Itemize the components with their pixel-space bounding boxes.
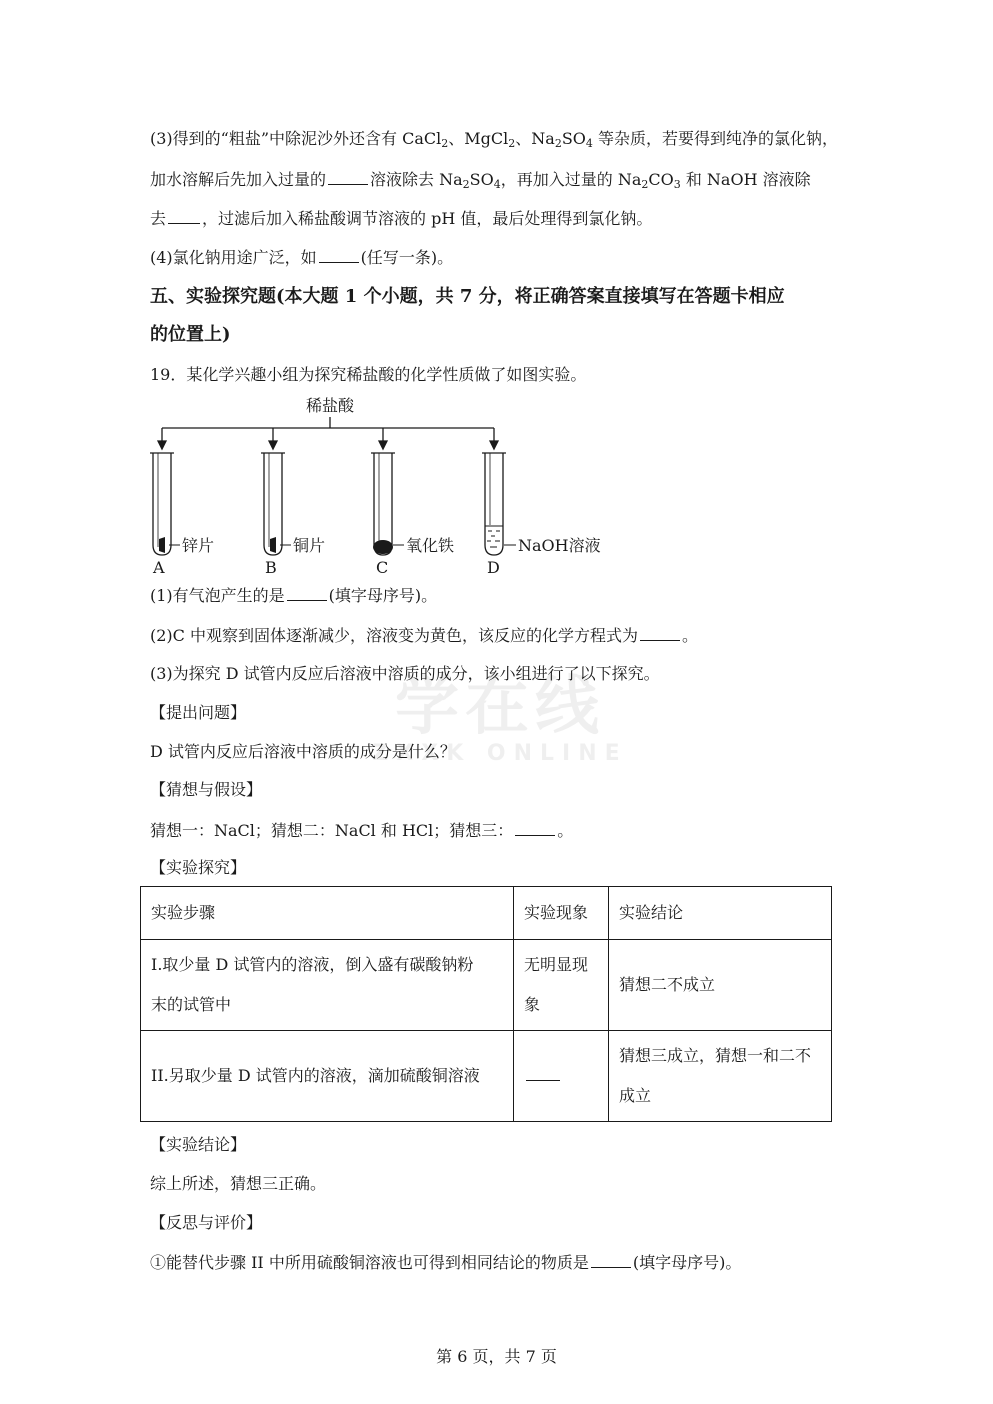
text: ，再加入过量的 Na <box>500 170 642 189</box>
q18-part3-line3 <box>150 207 652 230</box>
answer-blank[interactable] <box>287 584 327 601</box>
text: (3)得到的“粗盐”中除泥沙外还含有 CaCl <box>150 129 442 148</box>
test-tube-diagram <box>150 395 620 575</box>
answer-blank[interactable] <box>319 246 359 263</box>
subscript: 2 <box>508 137 516 150</box>
answer-blank[interactable] <box>526 1064 560 1081</box>
row2-concl-line2: 成立 <box>619 1086 652 1105</box>
text: (1)有气泡产生的是 <box>150 586 285 605</box>
heading-explore: 【实验探究】 <box>150 858 247 877</box>
row1-phen-line1: 无明显现 <box>524 955 589 974</box>
subscript: 4 <box>585 137 593 150</box>
subscript: 2 <box>641 178 649 191</box>
test-tube-a <box>150 453 214 575</box>
text: 、MgCl <box>448 129 509 148</box>
row1-step-line2: 末的试管中 <box>151 995 232 1014</box>
section-title-line1: 五、实验探究题(本大题 1 个小题，共 7 分，将正确答案直接填写在答题卡相应 <box>150 286 785 307</box>
heading-conclusion: 【实验结论】 <box>150 1135 247 1154</box>
q18-part4 <box>150 246 453 269</box>
row1-step-line1: I.取少量 D 试管内的溶液，倒入盛有碳酸钠粉 <box>151 955 474 974</box>
answer-blank[interactable] <box>168 207 200 224</box>
section-title-line2: 的位置上) <box>150 324 231 345</box>
row2-concl-line1: 猜想三成立，猜想一和二不 <box>619 1046 812 1065</box>
answer-blank[interactable] <box>328 168 368 185</box>
q18-part3-line1 <box>150 128 838 150</box>
table-header-row <box>141 887 832 940</box>
row1-phen-line2: 象 <box>524 995 541 1014</box>
q19-part2 <box>150 624 698 647</box>
tube-letter-a: A <box>153 558 165 575</box>
iron-oxide-label: 氧化铁 <box>406 536 455 555</box>
text: 猜想一：NaCl；猜想二：NaCl 和 HCl；猜想三： <box>150 821 514 840</box>
header-step: 实验步骤 <box>141 887 514 940</box>
table-row <box>141 1031 832 1122</box>
subscript: 2 <box>554 137 562 150</box>
text: (填字母序号)。 <box>632 1253 742 1272</box>
answer-blank[interactable] <box>515 819 555 836</box>
test-tube-d <box>482 453 601 575</box>
answer-blank[interactable] <box>591 1251 631 1268</box>
q19-part1 <box>150 584 437 607</box>
tube-letter-b: B <box>265 558 277 575</box>
subscript: 3 <box>673 178 681 191</box>
watermark-logo: 学在线 <box>395 670 605 744</box>
subscript: 2 <box>441 137 449 150</box>
text: (4)氯化钠用途广泛，如 <box>150 248 317 267</box>
naoh-label: NaOH溶液 <box>518 536 601 555</box>
hypothesis-line <box>150 819 573 842</box>
row1-conclusion: 猜想二不成立 <box>609 940 832 1031</box>
zinc-label: 锌片 <box>182 536 215 555</box>
text: 去 <box>150 209 167 228</box>
text: 加水溶解后先加入过量的 <box>150 170 327 189</box>
text: 、Na <box>515 129 555 148</box>
row2-step: II.另取少量 D 试管内的溶液，滴加硫酸铜溶液 <box>141 1031 514 1122</box>
row2-conclusion <box>609 1031 832 1122</box>
q19-intro: 19．某化学兴趣小组为探究稀盐酸的化学性质做了如图实验。 <box>150 365 587 384</box>
text: CO <box>648 170 674 189</box>
table-row <box>141 940 832 1031</box>
arrows <box>158 428 498 449</box>
test-tube-b <box>261 453 325 575</box>
header-conclusion: 实验结论 <box>609 887 832 940</box>
subscript: 4 <box>493 178 501 191</box>
tube-letter-c: C <box>376 558 389 575</box>
row1-phenomenon <box>514 940 609 1031</box>
text: ，过滤后加入稀盐酸调节溶液的 pH 值，最后处理得到氯化钠。 <box>202 209 653 228</box>
text: (任写一条)。 <box>360 248 454 267</box>
experiment-table <box>140 886 832 1122</box>
q19-part3: (3)为探究 D 试管内反应后溶液中溶质的成分，该小组进行了以下探究。 <box>150 664 660 683</box>
row1-step <box>141 940 514 1031</box>
tube-letter-d: D <box>487 558 500 575</box>
page-footer: 第 6 页，共 7 页 <box>436 1347 557 1366</box>
reflection-line <box>150 1251 741 1274</box>
heading-question: 【提出问题】 <box>150 703 247 722</box>
text: ①能替代步骤 II 中所用硫酸铜溶液也可得到相同结论的物质是 <box>150 1253 589 1272</box>
text: (填字母序号)。 <box>328 586 438 605</box>
heading-reflection: 【反思与评价】 <box>150 1213 263 1232</box>
text: (2)C 中观察到固体逐渐减少，溶液变为黄色，该反应的化学方程式为 <box>150 626 638 645</box>
row2-phenomenon <box>514 1031 609 1122</box>
text: SO <box>469 170 494 189</box>
dilute-hcl-label: 稀盐酸 <box>305 396 355 415</box>
text: 溶液除去 Na <box>370 170 463 189</box>
watermark-sub: ZXXK ONLINE <box>372 741 628 766</box>
text: 。 <box>682 626 699 645</box>
copper-label: 铜片 <box>293 536 326 555</box>
text: 。 <box>557 821 574 840</box>
answer-blank[interactable] <box>640 624 680 641</box>
question-text: D 试管内反应后溶液中溶质的成分是什么？ <box>150 742 456 761</box>
test-tube-c <box>371 453 454 575</box>
heading-hypothesis: 【猜想与假设】 <box>150 780 263 799</box>
text: 等杂质，若要得到纯净的氯化钠， <box>592 129 838 148</box>
subscript: 2 <box>462 178 470 191</box>
q18-part3-line2 <box>150 168 811 191</box>
text: 和 NaOH 溶液除 <box>680 170 811 189</box>
text: SO <box>561 129 586 148</box>
conclusion-text: 综上所述，猜想三正确。 <box>150 1174 327 1193</box>
header-phenomenon: 实验现象 <box>514 887 609 940</box>
